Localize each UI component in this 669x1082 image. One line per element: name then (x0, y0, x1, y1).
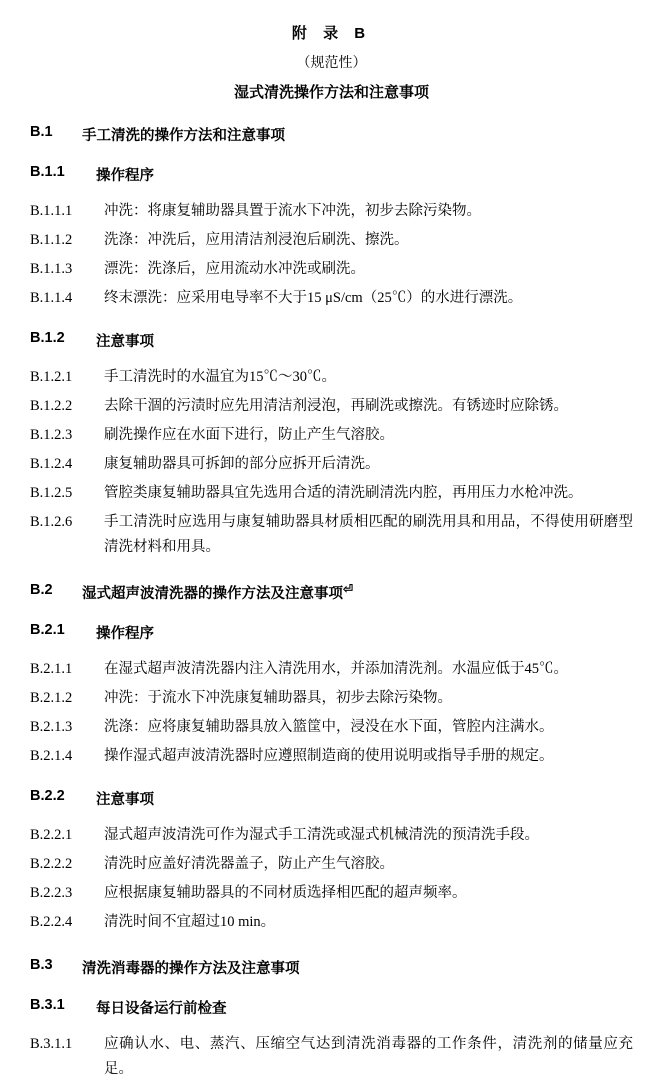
clause-b124 (30, 452, 633, 477)
clause-b126-number: B.1.2.6 (30, 514, 73, 530)
clause-b222-number: B.2.2.2 (30, 856, 73, 872)
clause-b113-text: 漂洗：洗涤后，应用流动水冲洗或刷洗。 (104, 261, 365, 277)
clause-b123 (30, 423, 633, 448)
clause-b111-number: B.1.1.1 (30, 203, 73, 219)
heading-b21-number: B.2.1 (30, 622, 65, 638)
heading-b2-title: 湿式超声波清洗器的操作方法及注意事项 (82, 586, 343, 602)
clause-b223 (30, 881, 633, 906)
clause-b213 (30, 715, 633, 740)
clause-b211-number: B.2.1.1 (30, 661, 73, 677)
heading-b12 (30, 330, 633, 351)
heading-b22 (30, 788, 633, 809)
clause-b212-text: 冲洗：于流水下冲洗康复辅助器具，初步去除污染物。 (104, 690, 452, 706)
clause-b224-text: 清洗时间不宜超过10 min。 (104, 914, 276, 930)
clause-b211-text: 在湿式超声波清洗器内注入清洗用水，并添加清洗剂。水温应低于45℃。 (104, 661, 568, 677)
heading-b21 (30, 622, 633, 643)
clause-b113-number: B.1.1.3 (30, 261, 73, 277)
clause-b122 (30, 394, 633, 419)
clause-b125-number: B.1.2.5 (30, 485, 73, 501)
heading-b1-number: B.1 (30, 124, 53, 140)
clause-b112-text: 洗涤：冲洗后，应用清洁剂浸泡后刷洗、擦洗。 (104, 232, 409, 248)
clause-b223-text: 应根据康复辅助器具的不同材质选择相匹配的超声频率。 (104, 885, 467, 901)
clause-b214-number: B.2.1.4 (30, 748, 73, 764)
clause-b113 (30, 257, 633, 282)
clause-b126-text: 手工清洗时应选用与康复辅助器具材质相匹配的刷洗用具和用品，不得使用研磨型清洗材料和用具。 (104, 514, 633, 555)
clause-b221-text: 湿式超声波清洗可作为湿式手工清洗或湿式机械清洗的预清洗手段。 (104, 827, 539, 843)
annex-label: 附 录 B (291, 25, 372, 42)
heading-b3-number: B.3 (30, 957, 53, 973)
clause-b214 (30, 744, 633, 769)
heading-b1 (30, 124, 633, 145)
heading-b12-number: B.1.2 (30, 330, 65, 346)
heading-b1-title: 手工清洗的操作方法和注意事项 (82, 128, 285, 144)
clause-b121-text: 手工清洗时的水温宜为15℃～30℃。 (104, 369, 336, 385)
clause-b222-text: 清洗时应盖好清洗器盖子，防止产生气溶胶。 (104, 856, 394, 872)
clause-b114-text: 终末漂洗：应采用电导率不大于15 μS/cm（25℃）的水进行漂洗。 (104, 290, 523, 306)
clause-b124-number: B.1.2.4 (30, 456, 73, 472)
heading-b2-number: B.2 (30, 582, 53, 598)
clause-b212 (30, 686, 633, 711)
clause-b221 (30, 823, 633, 848)
paragraph-mark-icon: ⏎ (343, 582, 354, 596)
clause-b112-number: B.1.1.2 (30, 232, 73, 248)
clause-b123-number: B.1.2.3 (30, 427, 73, 443)
clause-b311-text: 应确认水、电、蒸汽、压缩空气达到清洗消毒器的工作条件，清洗剂的储量应充足。 (104, 1036, 633, 1077)
clause-b213-text: 洗涤：应将康复辅助器具放入篮筐中，浸没在水下面，管腔内注满水。 (104, 719, 554, 735)
heading-b31 (30, 997, 633, 1018)
clause-b125-text: 管腔类康复辅助器具宜先选用合适的清洗刷清洗内腔，再用压力水枪冲洗。 (104, 485, 583, 501)
annex-title: 湿式清洗操作方法和注意事项 (233, 84, 429, 101)
clause-b114 (30, 286, 633, 311)
clause-b214-text: 操作湿式超声波清洗器时应遵照制造商的使用说明或指导手册的规定。 (104, 748, 554, 764)
clause-b121-number: B.1.2.1 (30, 369, 73, 385)
heading-b12-title: 注意事项 (96, 334, 154, 350)
heading-b31-title: 每日设备运行前检查 (96, 1001, 227, 1017)
clause-b124-text: 康复辅助器具可拆卸的部分应拆开后清洗。 (104, 456, 380, 472)
clause-b125 (30, 481, 633, 506)
clause-b121 (30, 365, 633, 390)
heading-b11 (30, 164, 633, 185)
clause-b123-text: 刷洗操作应在水面下进行，防止产生气溶胶。 (104, 427, 394, 443)
clause-b213-number: B.2.1.3 (30, 719, 73, 735)
clause-b122-text: 去除干涸的污渍时应先用清洁剂浸泡，再刷洗或擦洗。有锈迹时应除锈。 (104, 398, 568, 414)
heading-b21-title: 操作程序 (96, 626, 154, 642)
clause-b212-number: B.2.1.2 (30, 690, 73, 706)
annex-title-block (30, 22, 633, 102)
clause-b224-number: B.2.2.4 (30, 914, 73, 930)
heading-b11-title: 操作程序 (96, 168, 154, 184)
clause-b111 (30, 199, 633, 224)
heading-b3-title: 清洗消毒器的操作方法及注意事项 (82, 961, 300, 977)
clause-b222 (30, 852, 633, 877)
clause-b311-number: B.3.1.1 (30, 1036, 73, 1052)
clause-b112 (30, 228, 633, 253)
heading-b31-number: B.3.1 (30, 997, 65, 1013)
clause-b221-number: B.2.2.1 (30, 827, 73, 843)
heading-b3 (30, 957, 633, 978)
clause-b111-text: 冲洗：将康复辅助器具置于流水下冲洗，初步去除污染物。 (104, 203, 481, 219)
clause-b122-number: B.1.2.2 (30, 398, 73, 414)
clause-b224 (30, 910, 633, 935)
clause-b114-number: B.1.1.4 (30, 290, 73, 306)
clause-b311 (30, 1032, 633, 1082)
heading-b22-number: B.2.2 (30, 788, 65, 804)
heading-b2 (30, 582, 633, 603)
clause-b223-number: B.2.2.3 (30, 885, 73, 901)
clause-b126 (30, 510, 633, 560)
heading-b11-number: B.1.1 (30, 164, 65, 180)
heading-b22-title: 注意事项 (96, 792, 154, 808)
annex-type: （规范性） (296, 54, 367, 70)
clause-b211 (30, 657, 633, 682)
